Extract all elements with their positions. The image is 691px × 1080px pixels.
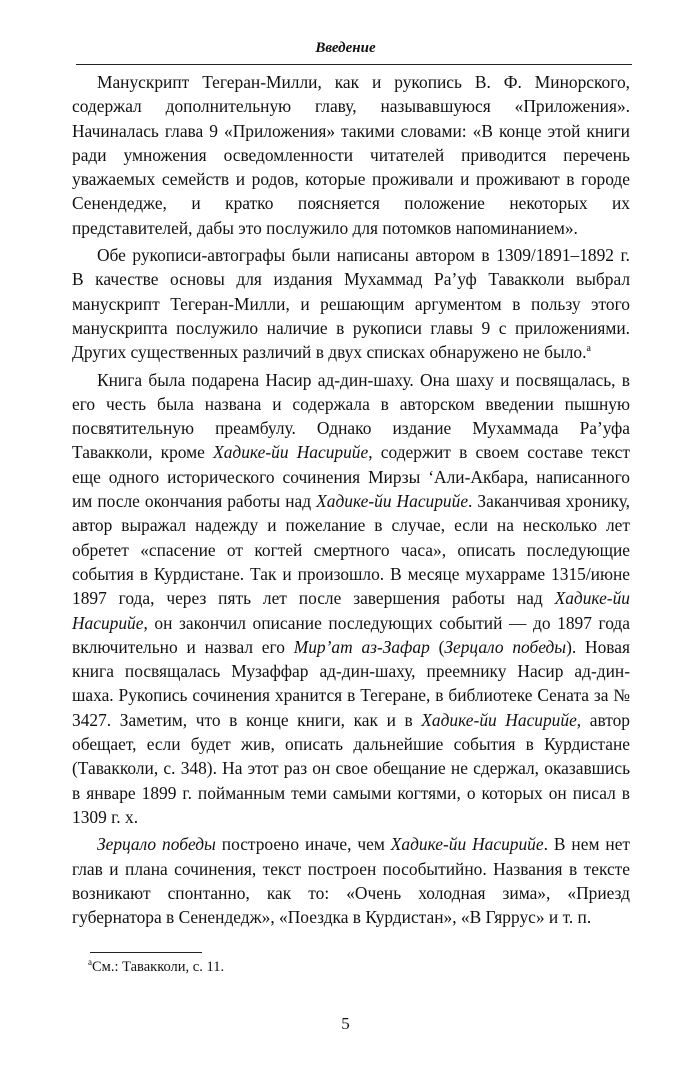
text-run: , автор обещает, если будет жив, описать дальнейшие события в Курдистане (Тавакколи, с. 348). На этот раз он свое обещание не сдержал, оказавшись в январе 1899 г. пойманным теми самыми когтями, о которых он писал в 1309 г. х.: [72, 709, 631, 827]
book-title: Хадике-йи Насирийе: [316, 491, 469, 512]
text-run: , содержит в своем составе текст еще одного исторического сочинения Мирзы ‘Али-Акбара, написанного им после окончания работы над: [72, 442, 630, 512]
body-text: [72, 70, 630, 929]
footnote-mark: а: [88, 957, 92, 967]
text-run: . В нем нет глав и плана сочинения, текст построен пособытийно. Названия в тексте возникают спонтанно, как то: «Очень холодная зима», «Приезд губернатора в Сенендедж», «Поездка в Курдистан», «В Гяррус» и т. п.: [72, 834, 631, 928]
running-header: Введение: [315, 40, 376, 56]
paragraph-3: [72, 368, 630, 830]
book-title: Мир’ат аз-Зафар: [293, 636, 430, 657]
book-title: Зерцало победы: [97, 834, 216, 855]
footnote-text: См.: Тавакколи, с. 11.: [92, 958, 225, 975]
header-rule: [76, 64, 632, 65]
book-title: Хадике-йи Насирийе: [72, 588, 630, 633]
footnote: [88, 957, 224, 976]
book-title: Зерцало победы: [444, 636, 567, 657]
text-run: (: [429, 636, 445, 657]
paragraph-1: Манускрипт Тегеран-Милли, как и рукопись В. Ф. Минорского, содержал дополнительную главу, называвшуюся «Приложения». Начиналась глава 9 «Приложения» такими словами: «В конце этой книги ради умножения осведомленности читателей приводится перечень уважаемых семейств и родов, которые проживали и проживают в городе Сенендедже, и кратко поясняется положение некоторых их представителей, дабы это послужило для потомков напоминанием».: [72, 72, 630, 238]
text-run: построено иначе, чем: [215, 834, 391, 855]
book-title: Хадике-йи Насирийе: [213, 442, 369, 463]
book-title: Хадике-йи Насирийе: [390, 834, 544, 855]
footnote-reference[interactable]: а: [586, 343, 591, 355]
text-run: , он закончил описание последующих событий — до 1897 года включительно и назвал его: [72, 612, 630, 657]
text-run: ). Новая книга посвящалась Музаффар ад-дин-шаху, преемнику Насир ад-дин-шаха. Рукопись сочинения хранится в Тегеране, в библиотеке Сената за № 3427. Заметим, что в конце книги, как и в: [72, 636, 630, 730]
text-run: Книга была подарена Насир ад-дин-шаху. Она шаху и посвящалась, в его честь была названа и содержала в авторском введении пышную посвятительную преамбулу. Однако издание Мухаммада Ра’уфа Тавакколи, кроме: [72, 369, 630, 463]
footnote-rule: [90, 952, 202, 953]
text-run: . Заканчивая хронику, автор выражал надежду и пожелание в случае, если на несколько лет обретет «спасение от когтей смертного часа», описать последующие события в Курдистане. Так и произошло. В месяце мухарраме 1315/июне 1897 года, через пять лет после завершения работы над: [72, 491, 631, 609]
paragraph-4: [72, 832, 630, 929]
paragraph-2: [72, 243, 630, 364]
paragraph-2-text: Обе рукописи-автографы были написаны автором в 1309/1891–1892 г. В качестве основы для издания Мухаммад Ра’уф Тавакколи выбрал манускрипт Тегеран-Милли, и решающим аргументом в пользу этого манускрипта послужило наличие в рукописи главы 9 с приложениями. Других существенных различий в двух списках обнаружено не было.: [72, 245, 630, 363]
book-title: Хадике-йи Насирийе: [421, 709, 577, 730]
page-number: 5: [341, 1014, 350, 1033]
